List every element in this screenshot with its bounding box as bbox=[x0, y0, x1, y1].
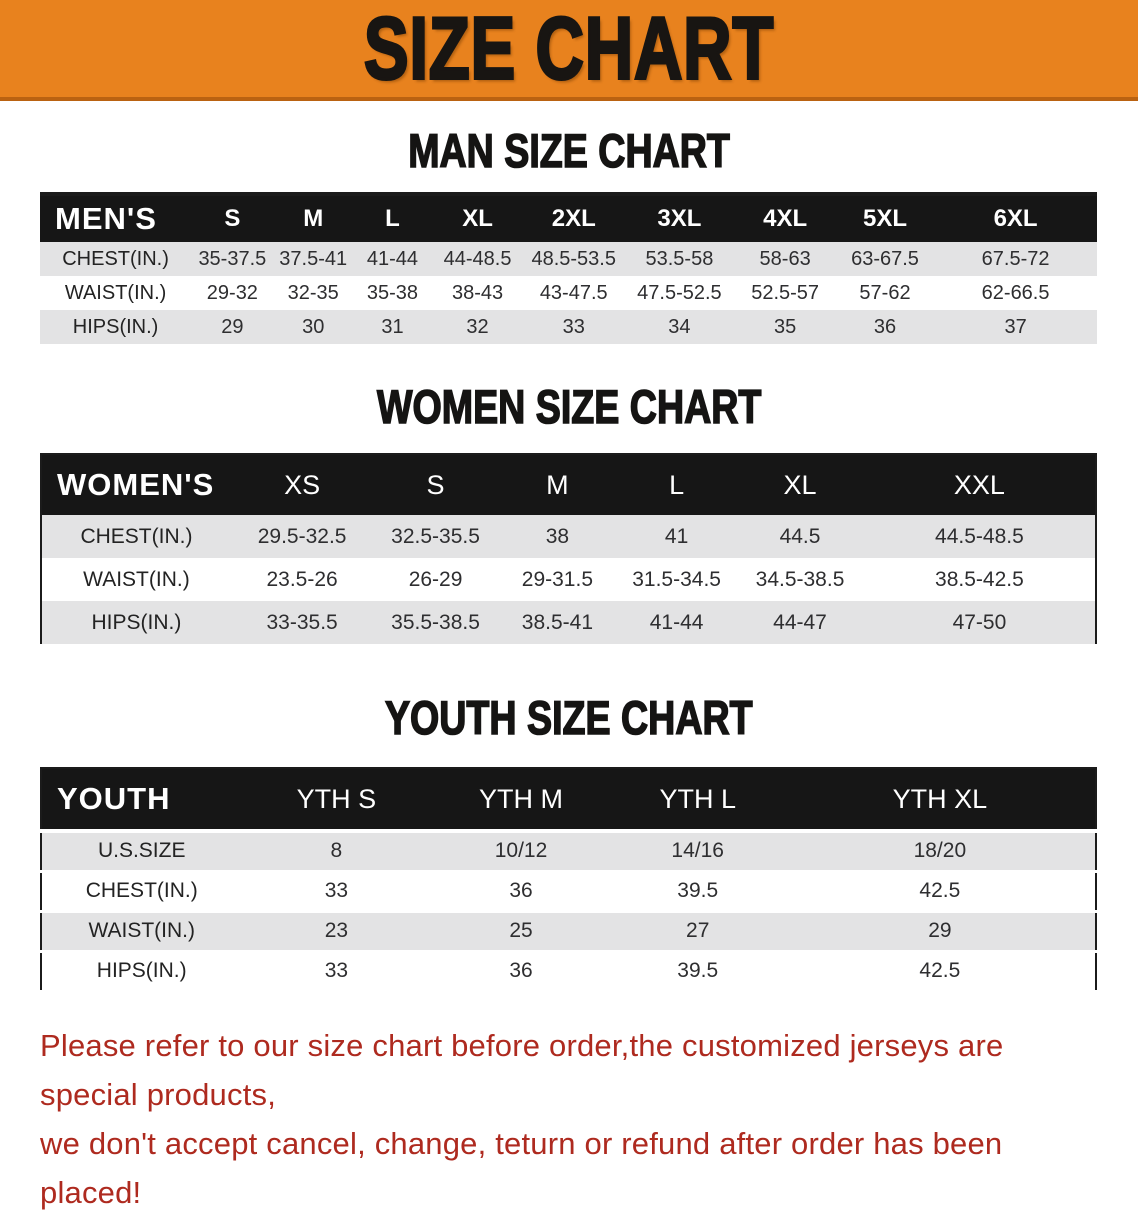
value-cell: 29.5-32.5 bbox=[257, 524, 347, 548]
value-cell: 41 bbox=[664, 524, 689, 548]
table-group-label: WOMEN'S bbox=[57, 467, 215, 502]
value-cell: 44.5-48.5 bbox=[935, 524, 1024, 548]
size-column-header: L bbox=[385, 205, 400, 232]
value-cell: 44.5 bbox=[779, 524, 821, 548]
value-cell: 38.5-41 bbox=[521, 610, 594, 634]
value-cell: 31.5-34.5 bbox=[632, 567, 721, 591]
value-cell: 34 bbox=[668, 315, 691, 338]
table-group-label: YOUTH bbox=[57, 781, 171, 816]
value-cell: 23.5-26 bbox=[266, 567, 338, 591]
row-label: WAIST(IN.) bbox=[64, 281, 167, 304]
value-cell: 36 bbox=[509, 959, 533, 982]
value-cell: 44-47 bbox=[773, 610, 827, 634]
value-cell: 42.5 bbox=[919, 959, 961, 982]
size-column-header: XL bbox=[783, 469, 817, 500]
value-cell: 35-37.5 bbox=[198, 247, 267, 270]
order-policy-note bbox=[0, 1021, 1138, 1217]
row-label: CHEST(IN.) bbox=[62, 247, 169, 270]
youth-section-heading bbox=[0, 644, 1138, 767]
value-cell: 8 bbox=[330, 839, 343, 863]
table-row bbox=[41, 515, 1096, 558]
value-cell: 53.5-58 bbox=[645, 247, 714, 270]
value-cell: 29-31.5 bbox=[521, 567, 594, 591]
value-cell: 48.5-53.5 bbox=[531, 247, 616, 270]
table-row bbox=[41, 601, 1096, 644]
value-cell: 32.5-35.5 bbox=[391, 524, 480, 548]
size-column-header: 3XL bbox=[657, 205, 702, 232]
value-cell: 43-47.5 bbox=[539, 281, 608, 304]
value-cell: 38-43 bbox=[451, 281, 504, 304]
value-cell: 29-32 bbox=[206, 281, 258, 304]
men-heading-text: MAN SIZE CHART bbox=[408, 124, 730, 177]
value-cell: 33 bbox=[324, 959, 349, 982]
value-cell: 36 bbox=[509, 879, 533, 902]
value-cell: 44-48.5 bbox=[443, 247, 512, 270]
row-label: HIPS(IN.) bbox=[96, 959, 187, 982]
size-column-header: XXL bbox=[953, 469, 1005, 500]
value-cell: 57-62 bbox=[859, 281, 911, 304]
value-cell: 33 bbox=[324, 879, 349, 902]
value-cell: 30 bbox=[302, 315, 325, 338]
value-cell: 31 bbox=[381, 315, 404, 338]
value-cell: 38 bbox=[545, 524, 570, 548]
table-row bbox=[40, 242, 1097, 276]
value-cell: 29 bbox=[221, 315, 244, 338]
size-column-header: M bbox=[303, 205, 324, 232]
size-column-header: S bbox=[426, 469, 445, 500]
row-label: HIPS(IN.) bbox=[72, 315, 159, 338]
value-cell: 67.5-72 bbox=[981, 247, 1050, 270]
size-column-header: 5XL bbox=[863, 205, 908, 232]
row-label: CHEST(IN.) bbox=[85, 879, 198, 902]
value-cell: 62-66.5 bbox=[981, 281, 1050, 304]
size-column-header: 6XL bbox=[993, 205, 1038, 232]
value-cell: 38.5-42.5 bbox=[935, 567, 1024, 591]
value-cell: 14/16 bbox=[671, 839, 724, 863]
size-column-header: YTH S bbox=[296, 783, 377, 814]
table-row bbox=[41, 871, 1096, 911]
value-cell: 37 bbox=[1004, 315, 1027, 338]
value-cell: 58-63 bbox=[759, 247, 811, 270]
value-cell: 35-38 bbox=[366, 281, 419, 304]
banner-title: SIZE CHART bbox=[363, 0, 775, 98]
value-cell: 37.5-41 bbox=[279, 247, 348, 270]
size-column-header: YTH M bbox=[479, 783, 563, 814]
table-row bbox=[41, 831, 1096, 871]
women-heading-text: WOMEN SIZE CHART bbox=[376, 380, 762, 433]
table-row bbox=[41, 558, 1096, 601]
men-size-table bbox=[40, 192, 1097, 344]
order-policy-line2: we don't accept cancel, change, teturn or refund after order has been placed! bbox=[40, 1125, 1003, 1210]
value-cell: 41-44 bbox=[366, 247, 419, 270]
value-cell: 63-67.5 bbox=[851, 247, 919, 270]
value-cell: 42.5 bbox=[919, 879, 961, 902]
banner bbox=[0, 0, 1138, 101]
value-cell: 32 bbox=[466, 315, 489, 338]
women-section-heading bbox=[0, 344, 1138, 453]
table-group-label: MEN'S bbox=[55, 201, 157, 236]
women-size-table bbox=[40, 453, 1097, 644]
value-cell: 41-44 bbox=[649, 610, 704, 634]
value-cell: 35 bbox=[774, 315, 797, 338]
value-cell: 47.5-52.5 bbox=[637, 281, 722, 304]
value-cell: 33-35.5 bbox=[266, 610, 338, 634]
value-cell: 34.5-38.5 bbox=[755, 567, 845, 591]
row-label: HIPS(IN.) bbox=[91, 610, 182, 634]
size-column-header: S bbox=[224, 205, 241, 232]
value-cell: 33 bbox=[562, 315, 585, 338]
value-cell: 47-50 bbox=[952, 610, 1007, 634]
table-row bbox=[41, 911, 1096, 951]
men-section-heading bbox=[0, 101, 1138, 192]
size-column-header: YTH XL bbox=[892, 783, 988, 814]
size-column-header: 4XL bbox=[763, 205, 808, 232]
value-cell: 27 bbox=[686, 919, 710, 942]
order-policy-line1: Please refer to our size chart before order,the customized jerseys are special products, bbox=[40, 1027, 1004, 1112]
value-cell: 52.5-57 bbox=[751, 281, 820, 304]
value-cell: 36 bbox=[873, 315, 897, 338]
value-cell: 35.5-38.5 bbox=[391, 610, 480, 634]
size-column-header: YTH L bbox=[659, 783, 736, 814]
value-cell: 23 bbox=[324, 919, 349, 942]
youth-size-table bbox=[40, 767, 1097, 993]
row-label: WAIST(IN.) bbox=[88, 919, 195, 942]
row-label: WAIST(IN.) bbox=[83, 567, 190, 591]
table-row bbox=[41, 951, 1096, 991]
row-label: U.S.SIZE bbox=[97, 839, 186, 863]
size-column-header: 2XL bbox=[551, 205, 596, 232]
value-cell: 29 bbox=[928, 919, 952, 942]
value-cell: 39.5 bbox=[677, 879, 719, 902]
size-column-header: L bbox=[669, 469, 685, 500]
size-column-header: XS bbox=[284, 469, 321, 500]
value-cell: 10/12 bbox=[494, 839, 548, 863]
youth-heading-text: YOUTH SIZE CHART bbox=[385, 691, 753, 744]
table-row bbox=[40, 310, 1097, 344]
value-cell: 26-29 bbox=[408, 567, 463, 591]
value-cell: 18/20 bbox=[913, 839, 967, 863]
size-column-header: XL bbox=[462, 205, 493, 232]
value-cell: 25 bbox=[509, 919, 533, 942]
value-cell: 39.5 bbox=[677, 959, 719, 982]
value-cell: 32-35 bbox=[287, 281, 339, 304]
table-row bbox=[40, 276, 1097, 310]
row-label: CHEST(IN.) bbox=[80, 524, 193, 548]
size-column-header: M bbox=[546, 469, 569, 500]
